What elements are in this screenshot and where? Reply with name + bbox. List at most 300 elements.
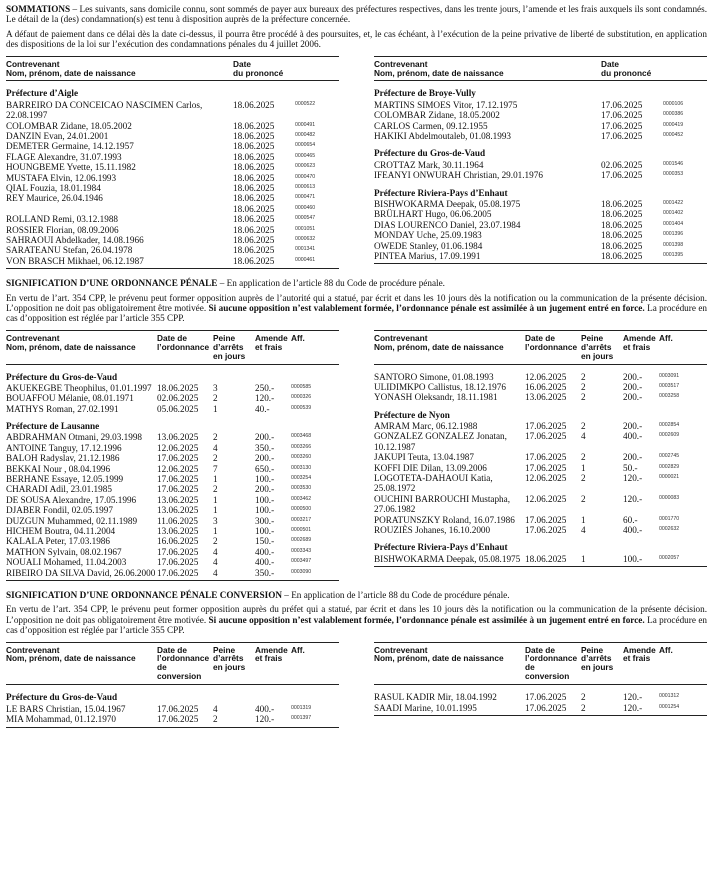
peine-jours: 1 [213, 403, 218, 414]
date-prononce: 17.06.2025 [601, 170, 643, 181]
affaire-code: 0003130 [291, 464, 312, 471]
date-prononce: 17.06.2025 [601, 131, 643, 142]
affaire-code: 0001404 [663, 220, 684, 227]
header-amende: Amende [623, 332, 656, 343]
header-contrevenant: Contrevenant [374, 644, 428, 655]
contrevenant-name: DUZGUN Muhammed, 02.11.1989 [6, 515, 138, 526]
affaire-code: 0000461 [295, 256, 316, 263]
affaire-code: 0001398 [663, 241, 684, 248]
affaire-code: 0000500 [291, 506, 312, 513]
affaire-code: 0000465 [295, 152, 316, 159]
header-peine: Peine [581, 644, 604, 655]
amende-frais: 120.- [255, 393, 275, 404]
contrevenant-name: BISHWOKARMA Deepak, 05.08.1975 [374, 198, 521, 209]
table-row [6, 464, 339, 474]
affaire-code: 0001319 [291, 704, 312, 711]
date-ordonnance: 17.06.2025 [157, 453, 199, 464]
header-name: Nom, prénom, date de naissance [374, 67, 504, 78]
date-prononce: 18.06.2025 [233, 203, 275, 214]
table-row [374, 230, 707, 240]
table-row [6, 204, 339, 214]
header-name: Nom, prénom, date de naissance [374, 653, 504, 664]
table-row [6, 714, 339, 724]
contrevenant-name: BISHWOKARMA Deepak, 05.08.1975 [374, 553, 521, 564]
date-ordonnance: 11.06.2025 [157, 515, 199, 526]
affaire-code: 0002854 [659, 422, 680, 429]
date-ordonnance: 13.06.2025 [525, 392, 567, 403]
sommations-left-header [6, 56, 339, 82]
affaire-code: 0001051 [295, 225, 316, 232]
contrevenant-name: DEMETER Germaine, 14.12.1957 [6, 141, 134, 152]
contrevenant-name: FLAGE Alexandre, 31.07.1993 [6, 151, 122, 162]
date-ordonnance: 17.06.2025 [525, 525, 567, 535]
table-row [6, 495, 339, 505]
affaire-code: 0000021 [659, 474, 680, 481]
header-date: Date de [525, 332, 555, 343]
affaire-code: 0001402 [663, 210, 684, 217]
affaire-code: 0000654 [295, 142, 316, 149]
peine-jours: 4 [213, 442, 218, 453]
header-name: Nom, prénom, date de naissance [6, 341, 136, 352]
conversion-intro [6, 590, 707, 636]
peine-jours: 3 [213, 515, 218, 526]
date-ordonnance: 17.06.2025 [525, 462, 567, 473]
date-ordonnance: 17.06.2025 [157, 557, 199, 568]
table-row [6, 245, 339, 255]
contrevenant-name: DJABER Fondil, 02.05.1997 [6, 505, 113, 516]
amende-frais: 100.- [255, 526, 275, 536]
contrevenant-name: AKUEKEGBE Theophilus, 01.01.1997 [6, 382, 152, 393]
gazette-page [6, 4, 707, 728]
table-row [374, 431, 707, 452]
contrevenant-name: CROTTAZ Mark, 30.11.1964 [374, 159, 484, 170]
affaire-code: 0000547 [295, 215, 316, 222]
table-row [6, 704, 339, 714]
contrevenant-name: IFEANYI ONWURAH Christian, 29.01.1976 [374, 170, 543, 181]
affaire-code: 0000613 [295, 183, 316, 190]
peine-jours: 1 [213, 474, 218, 485]
table-row [6, 443, 339, 453]
peine-jours: 2 [213, 432, 218, 443]
header-jours: en jours [213, 662, 246, 673]
date-prononce: 18.06.2025 [233, 214, 275, 225]
affaire-code: 0001254 [659, 703, 680, 710]
table-row [6, 256, 339, 266]
date-ordonnance: 17.06.2025 [525, 702, 567, 713]
contrevenant-name: KOFFI DIE Dilan, 13.09.2006 [374, 462, 487, 473]
conversion-left-header [6, 642, 339, 686]
conversion-text: En vertu de l’art. 354 CPP, le prévenu peut former opposition auprès du préfet qui a statué, par écrit et dans les 10 jours dès la notification ou la communication de la présente décision. L’opposition ne doit pas obligatoirement être motivée. [6, 604, 707, 625]
affaire-code: 0001422 [663, 199, 684, 206]
table-row [6, 193, 339, 203]
header-jours: en jours [581, 350, 614, 361]
contrevenant-name: NOUALI Mohamed, 11.04.2003 [6, 557, 127, 568]
amende-frais: 300.- [255, 515, 275, 526]
contrevenant-name: DIAS LOURENCO Daniel, 23.07.1984 [374, 219, 521, 230]
sommations-columns [6, 56, 707, 270]
header-amende: Amende [623, 644, 656, 655]
header-date: Date de [157, 332, 187, 343]
amende-frais: 200.- [623, 381, 643, 392]
table-row [374, 421, 707, 431]
signification-right-column [374, 330, 707, 581]
amende-frais: 250.- [255, 382, 275, 393]
table-row [374, 241, 707, 251]
signification-intro [6, 278, 707, 324]
header-ordonnance: l’ordonnance [525, 341, 578, 352]
date-prononce: 02.06.2025 [601, 159, 643, 170]
header-date: Date [601, 58, 619, 69]
date-prononce: 18.06.2025 [233, 234, 275, 245]
table-row [6, 225, 339, 235]
header-frais: et frais [255, 341, 283, 352]
affaire-code: 0003468 [291, 433, 312, 440]
signification-left-header [6, 330, 339, 365]
conversion-text-end: La procédure en cas d’opposition est réglée par l’article 355 CPP. [6, 614, 707, 636]
contrevenant-name: KALALA Peter, 17.03.1986 [6, 536, 110, 547]
column-rule [6, 727, 339, 728]
table-row [6, 100, 339, 121]
header-amende: Amende [255, 332, 288, 343]
contrevenant-name: MIA Mohammad, 01.12.1970 [6, 714, 116, 725]
date-prononce: 17.06.2025 [601, 120, 643, 131]
affaire-code: 0000353 [663, 171, 684, 178]
peine-jours: 2 [213, 453, 218, 464]
table-row [6, 536, 339, 546]
date-ordonnance: 02.06.2025 [157, 393, 199, 404]
affaire-code: 0003091 [659, 372, 680, 379]
contrevenant-name: HAKIKI Abdelmoutaleb, 01.08.1993 [374, 131, 512, 142]
contrevenant-name: BEKKAI Nour , 08.04.1996 [6, 463, 111, 474]
amende-frais: 200.- [255, 484, 275, 495]
header-ordonnance: l’ordonnance [525, 653, 578, 664]
peine-jours: 1 [581, 553, 586, 564]
affaire-code: 0001341 [295, 246, 316, 253]
amende-frais: 200.- [623, 371, 643, 382]
date-ordonnance: 12.06.2025 [525, 371, 567, 382]
header-contrevenant: Contrevenant [374, 58, 428, 69]
date-prononce: 17.06.2025 [601, 99, 643, 110]
conversion-left-column [6, 642, 339, 728]
peine-jours: 3 [213, 382, 218, 393]
contrevenant-name: DANZIN Evan, 24.01.2001 [6, 131, 109, 142]
header-amende: Amende [255, 644, 288, 655]
table-row [374, 170, 707, 180]
table-row [6, 526, 339, 536]
contrevenant-name: RIBEIRO DA SILVA David, 26.06.2000 [6, 567, 156, 578]
affaire-code: 0000470 [295, 173, 316, 180]
header-contrevenant: Contrevenant [6, 58, 60, 69]
date-prononce: 17.06.2025 [601, 110, 643, 121]
contrevenant-name: ULIDIMKPO Callistus, 18.12.1976 [374, 381, 506, 392]
date-prononce: 18.06.2025 [233, 193, 275, 204]
header-arrets: d’arrêts [213, 341, 244, 352]
date-ordonnance: 18.06.2025 [157, 382, 199, 393]
signification-right-header [374, 330, 707, 365]
header-arrets: d’arrêts [213, 653, 244, 664]
column-rule [374, 715, 707, 716]
sommations-intro [6, 4, 707, 50]
header-ordonnance: l’ordonnance [157, 341, 210, 352]
header-aff: Aff. [659, 644, 673, 655]
contrevenant-name: SARATEANU Stefan, 26.04.1978 [6, 245, 133, 256]
contrevenant-name: ROLLAND Remi, 03.12.1988 [6, 214, 119, 225]
header-jours: en jours [213, 350, 246, 361]
contrevenant-name: AMRAM Marc, 06.12.1988 [374, 421, 478, 432]
contrevenant-name: LE BARS Christian, 15.04.1967 [6, 703, 126, 714]
date-ordonnance: 12.06.2025 [157, 442, 199, 453]
affaire-code: 0002609 [659, 432, 680, 439]
table-row [374, 160, 707, 170]
table-row [374, 372, 707, 382]
table-row [374, 703, 707, 713]
date-ordonnance: 18.06.2025 [525, 553, 567, 564]
contrevenant-name: BARREIRO DA CONCEICAO NASCIMEN Carlos, 22.08.1997 [6, 99, 203, 121]
header-prononce: du prononcé [233, 67, 284, 78]
affaire-code: 0000501 [291, 527, 312, 533]
amende-frais: 100.- [255, 494, 275, 505]
date-ordonnance: 05.06.2025 [157, 403, 199, 414]
amende-frais: 400.- [255, 546, 275, 557]
header-name: Nom, prénom, date de naissance [6, 67, 136, 78]
date-ordonnance: 13.06.2025 [157, 494, 199, 505]
contrevenant-name: PORATUNSZKY Roland, 16.07.1986 [374, 514, 515, 525]
sommations-text: – Les suivants, sans domicile connu, sont sommés de payer aux bureaux des préfectures respectives, dans les trente jours, l’amende et les frais auxquels ils sont condamnés. Le détail de la (des) condamnation(s) est tenu à disposition auprès de la préfecture concernée. [6, 4, 707, 25]
table-row [6, 516, 339, 526]
amende-frais: 400.- [623, 525, 643, 535]
date-ordonnance: 16.06.2025 [157, 536, 199, 547]
date-prononce: 18.06.2025 [233, 245, 275, 256]
affaire-code: 0002745 [659, 453, 680, 460]
header-frais: et frais [623, 341, 651, 352]
affaire-code: 0000083 [659, 494, 680, 501]
affaire-code: 0003517 [659, 382, 680, 389]
contrevenant-name: BOUAFFOU Mélanie, 08.01.1971 [6, 393, 134, 404]
contrevenant-name: OWEDE Stanley, 01.06.1984 [374, 240, 483, 251]
amende-frais: 200.- [623, 452, 643, 463]
table-row [6, 404, 339, 414]
signification-text: En vertu de l’art. 354 CPP, le prévenu peut former opposition auprès de l’autorité qui a statué, par écrit et dans les 10 jours dès la notification ou la communication de la présente décision. L’opposition ne doit pas obligatoirement être motivée. [6, 292, 707, 313]
conversion-bold: Si aucune opposition n’est valablement formée, l’ordonnance pénale est assimilée à un jugement entré en force. [208, 614, 645, 625]
affaire-code: 0002829 [659, 463, 680, 470]
contrevenant-name: MATHYS Roman, 27.02.1991 [6, 403, 119, 414]
amende-frais: 60.- [623, 514, 638, 525]
conversion-title: SIGNIFICATION D’UNE ORDONNANCE PÉNALE CONVERSION [6, 589, 282, 600]
contrevenant-name: MARTINS SIMOES Vitor, 17.12.1975 [374, 99, 518, 110]
contrevenant-name: BALOH Radyslav, 21.12.1986 [6, 453, 120, 464]
table-row [374, 100, 707, 110]
affaire-code: 0002057 [659, 554, 680, 561]
contrevenant-name: DE SOUSA Alexandre, 17.05.1996 [6, 494, 137, 505]
table-row [374, 525, 707, 535]
prefecture-heading: Préfecture de Broye-Vully [374, 88, 476, 99]
sommations-left-body [6, 88, 339, 269]
contrevenant-name: HICHEM Boutra, 04.11.2004 [6, 526, 116, 536]
contrevenant-name: MONDAY Uche, 25.09.1983 [374, 230, 482, 241]
peine-jours: 4 [213, 703, 218, 714]
contrevenant-name: JAKUPI Teuta, 13.04.1987 [374, 452, 474, 463]
column-rule [6, 580, 339, 581]
affaire-code: 0003090 [291, 568, 312, 575]
contrevenant-name: ROUZIÈS Johanes, 16.10.2000 [374, 525, 491, 535]
table-row [6, 383, 339, 393]
contrevenant-name: MUSTAFA Elvin, 12.06.1993 [6, 172, 117, 183]
table-row [374, 692, 707, 702]
contrevenant-name: SAHRAOUI Abdelkader, 14.08.1966 [6, 234, 144, 245]
date-ordonnance: 16.06.2025 [525, 381, 567, 392]
date-ordonnance: 17.06.2025 [157, 703, 199, 714]
date-ordonnance: 17.06.2025 [157, 714, 199, 725]
affaire-code: 0003530 [291, 485, 312, 492]
peine-jours: 2 [213, 536, 218, 547]
amende-frais: 100.- [255, 474, 275, 485]
date-prononce: 18.06.2025 [233, 120, 275, 131]
table-row [374, 131, 707, 141]
date-prononce: 18.06.2025 [601, 250, 643, 261]
header-jours: en jours [581, 662, 614, 673]
contrevenant-name: ROSSIER Florian, 08.09.2006 [6, 224, 119, 235]
conversion-right-header [374, 642, 707, 686]
peine-jours: 4 [581, 431, 586, 442]
table-row [374, 209, 707, 219]
signification-text-end: La procédure en cas d’opposition est réglée par l’article 355 CPP. [6, 302, 707, 324]
affaire-code: 0000632 [295, 235, 316, 242]
signification-left-column [6, 330, 339, 581]
amende-frais: 200.- [255, 432, 275, 443]
header-ordonnance: l’ordonnance [157, 653, 210, 664]
table-row [6, 141, 339, 151]
header-date: Date de [157, 644, 187, 655]
signification-bold: Si aucune opposition n’est valablement formée, l’ordonnance pénale est assimilée à un jugement entré en force. [208, 302, 645, 313]
contrevenant-name: HOUNGBEME Yvette, 15.11.1982 [6, 162, 136, 173]
column-rule [6, 268, 339, 269]
table-row [374, 452, 707, 462]
contrevenant-name: MATHON Sylvain, 08.02.1967 [6, 546, 122, 557]
affaire-code: 0000471 [295, 194, 316, 201]
affaire-code: 0000326 [291, 394, 312, 401]
date-ordonnance: 13.06.2025 [157, 526, 199, 536]
table-row [6, 121, 339, 131]
header-aff: Aff. [659, 332, 673, 343]
peine-jours: 2 [581, 473, 586, 484]
peine-jours: 1 [213, 526, 218, 536]
header-name: Nom, prénom, date de naissance [6, 653, 136, 664]
peine-jours: 1 [213, 505, 218, 516]
peine-jours: 2 [581, 452, 586, 463]
date-prononce: 18.06.2025 [233, 99, 275, 110]
signification-title: SIGNIFICATION D’UNE ORDONNANCE PÉNALE [6, 278, 218, 289]
affaire-code: 0000623 [295, 163, 316, 170]
table-row [374, 463, 707, 473]
contrevenant-name: LOGOTETA-DAHAOUI Katia, 25.08.1972 [374, 473, 493, 494]
header-peine: Peine [581, 332, 604, 343]
table-row [6, 235, 339, 245]
date-ordonnance: 13.06.2025 [157, 432, 199, 443]
date-prononce: 18.06.2025 [601, 240, 643, 251]
prefecture-heading: Préfecture d’Aigle [6, 88, 79, 99]
peine-jours: 2 [581, 702, 586, 713]
signification-subtitle: – En application de l’article 88 du Code de procédure pénale. [217, 278, 445, 289]
affaire-code: 0003462 [291, 495, 312, 502]
date-prononce: 18.06.2025 [233, 172, 275, 183]
affaire-code: 0001770 [659, 515, 680, 522]
header-contrevenant: Contrevenant [6, 332, 60, 343]
peine-jours: 2 [581, 493, 586, 504]
date-ordonnance: 12.06.2025 [525, 473, 567, 484]
table-row [374, 199, 707, 209]
contrevenant-name: VON BRASCH Mikhael, 06.12.1987 [6, 255, 144, 266]
affaire-code: 0000386 [663, 111, 684, 118]
header-frais: et frais [255, 653, 283, 664]
table-row [6, 152, 339, 162]
prefecture-heading: Préfecture du Gros-de-Vaud [6, 371, 118, 382]
peine-jours: 4 [213, 557, 218, 568]
affaire-code: 0001395 [663, 251, 684, 258]
table-row [6, 505, 339, 515]
affaire-code: 0000585 [291, 383, 312, 390]
prefecture-heading: Préfecture de Lausanne [6, 421, 100, 432]
contrevenant-name: CARLOS Carmen, 09.12.1955 [374, 120, 488, 131]
date-ordonnance: 17.06.2025 [525, 692, 567, 703]
amende-frais: 40.- [255, 403, 270, 414]
table-row [374, 515, 707, 525]
date-ordonnance: 17.06.2025 [157, 546, 199, 557]
header-name: Nom, prénom, date de naissance [374, 341, 504, 352]
affaire-code: 0003343 [291, 547, 312, 554]
prefecture-heading: Préfecture du Gros-de-Vaud [374, 148, 486, 159]
amende-frais: 100.- [623, 553, 643, 564]
peine-jours: 7 [213, 463, 218, 474]
header-arrets: d’arrêts [581, 341, 612, 352]
table-row [6, 568, 339, 578]
sommations-left-column [6, 56, 339, 270]
date-prononce: 18.06.2025 [233, 151, 275, 162]
table-row [374, 220, 707, 230]
affaire-code: 0000106 [663, 100, 684, 107]
table-row [6, 183, 339, 193]
signification-left-body [6, 372, 339, 581]
header-aff: Aff. [291, 644, 305, 655]
contrevenant-name: ANTOINE Tanguy, 17.12.1996 [6, 442, 122, 453]
amende-frais: 120.- [623, 702, 643, 713]
amende-frais: 200.- [623, 392, 643, 403]
affaire-code: 0003254 [291, 475, 312, 482]
amende-frais: 200.- [255, 453, 275, 464]
affaire-code: 0001396 [663, 231, 684, 238]
amende-frais: 120.- [623, 493, 643, 504]
header-date: Date de [525, 644, 555, 655]
contrevenant-name: COLOMBAR Zidane, 18.05.2002 [374, 110, 500, 121]
header-contrevenant: Contrevenant [374, 332, 428, 343]
sommations-text2: A défaut de paiement dans ce délai dès la date ci-dessus, il pourra être procédé à des poursuites, et, le cas échéant, à l’exécution de la peine privative de liberté de substitution, en application des dispositions de la loi sur l’exécution des condamnations pénales du 4 juillet 2006. [6, 28, 707, 50]
date-ordonnance: 12.06.2025 [157, 463, 199, 474]
table-row [6, 453, 339, 463]
header-prononce: du prononcé [601, 67, 652, 78]
amende-frais: 400.- [255, 703, 275, 714]
amende-frais: 350.- [255, 567, 275, 578]
peine-jours: 4 [581, 525, 586, 535]
table-row [374, 110, 707, 120]
conversion-right-body [374, 685, 707, 716]
amende-frais: 350.- [255, 442, 275, 453]
table-row [6, 547, 339, 557]
amende-frais: 120.- [623, 473, 643, 484]
peine-jours: 2 [581, 381, 586, 392]
date-prononce: 18.06.2025 [233, 255, 275, 266]
date-prononce: 18.06.2025 [233, 131, 275, 142]
conversion-subtitle: – En application de l’article 88 du Code de procédure pénale. [282, 589, 510, 600]
header-contrevenant: Contrevenant [6, 644, 60, 655]
